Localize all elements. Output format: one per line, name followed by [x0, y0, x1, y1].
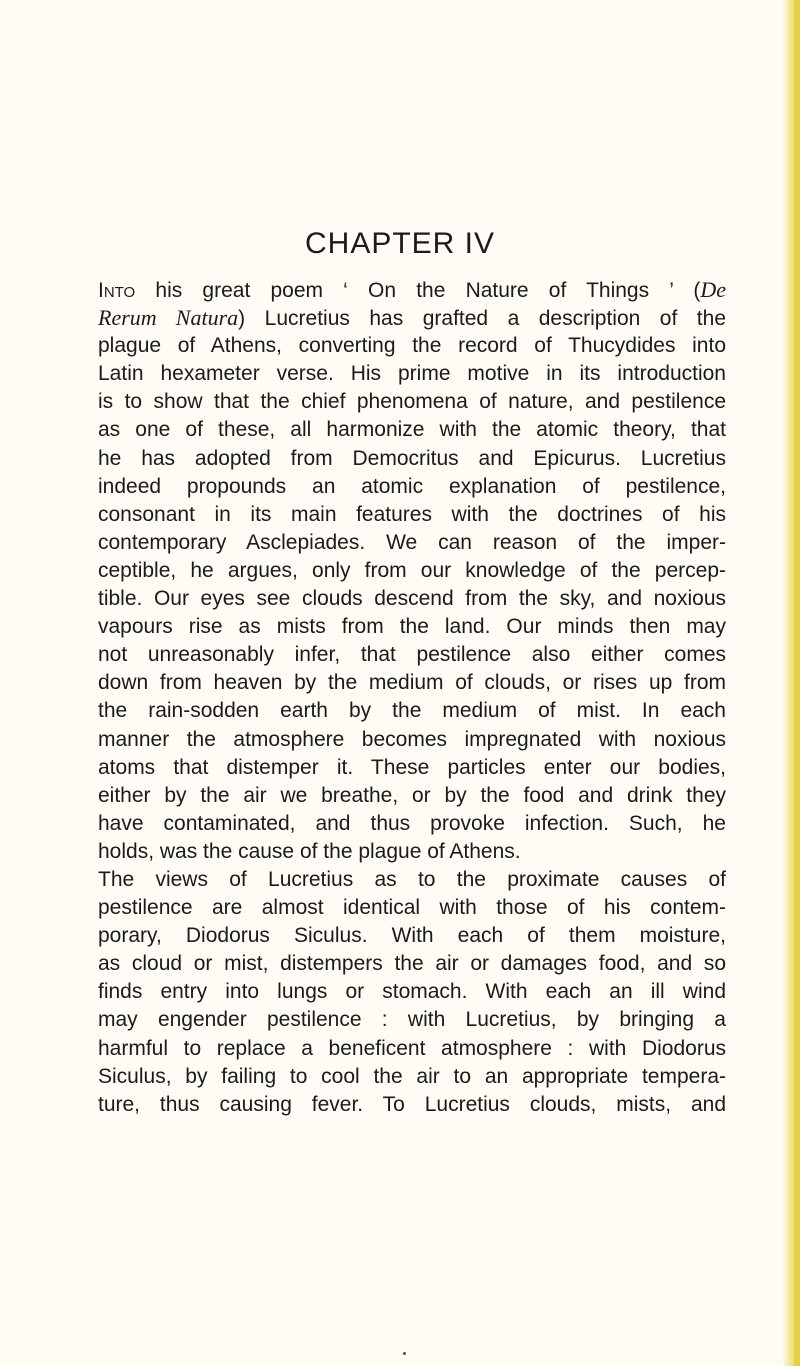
text-line: holds, was the cause of the plague of Athens.	[98, 839, 521, 863]
text-line: he has adopted from Democritus and Epicurus. Lucretius	[98, 446, 726, 470]
text-line: indeed propounds an atomic explanation of pestilence,	[98, 474, 726, 498]
text-line: either by the air we breathe, or by the food and drink they	[98, 783, 726, 807]
text-segment: his great poem ‘ On the Nature of Things ’ (	[135, 279, 701, 302]
text-line: tible. Our eyes see clouds descend from the sky, and noxious	[98, 587, 726, 611]
text-line: ture, thus causing fever. To Lucretius clouds, mists, and	[98, 1092, 726, 1116]
text-line: Siculus, by failing to cool the air to an appropriate tempera-	[98, 1064, 726, 1088]
chapter-title: CHAPTER IV	[304, 227, 496, 260]
text-line: porary, Diodorus Siculus. With each of them moisture,	[98, 924, 726, 948]
text-line: have contaminated, and thus provoke infection. Such, he	[98, 811, 726, 835]
text-line: plague of Athens, converting the record of Thucydides into	[98, 334, 726, 358]
text-line: ceptible, he argues, only from our knowledge of the percep-	[98, 558, 726, 582]
text-line: contemporary Asclepiades. We can reason of the imper-	[98, 530, 726, 554]
text-line: finds entry into lungs or stomach. With each an ill wind	[98, 980, 726, 1004]
text-line: pestilence are almost identical with those of his contem-	[98, 896, 726, 920]
text-line: atoms that distemper it. These particles enter our bodies,	[98, 755, 726, 779]
text-line: is to show that the chief phenomena of nature, and pestilence	[98, 390, 726, 414]
opening-word: Into	[98, 279, 136, 302]
text-line: Latin hexameter verse. His prime motive in its introduction	[98, 362, 726, 386]
italic-title: Rerum Natura	[98, 305, 239, 331]
text-line: not unreasonably infer, that pestilence also either comes	[98, 643, 726, 667]
paragraph-1	[98, 276, 726, 866]
body-text	[98, 276, 726, 1119]
text-line: harmful to replace a beneficent atmosphere : with Diodorus	[98, 1036, 726, 1060]
text-line: down from heaven by the medium of clouds, or rises up from	[98, 671, 726, 695]
text-line: as cloud or mist, distempers the air or damages food, and so	[98, 952, 726, 976]
paragraph-2	[98, 866, 726, 1119]
text-line: vapours rise as mists from the land. Our minds then may	[98, 615, 726, 639]
text-line	[98, 276, 726, 304]
printer-mark	[403, 1352, 406, 1355]
text-line: as one of these, all harmonize with the atomic theory, that	[98, 418, 726, 442]
page-edge-shadow	[794, 0, 800, 1366]
text-segment: ) Lucretius has grafted a description of the	[238, 307, 727, 331]
text-line: manner the atmosphere becomes impregnated with noxious	[98, 727, 726, 751]
text-line: the rain-sodden earth by the medium of mist. In each	[98, 699, 726, 723]
italic-title: De	[700, 277, 726, 302]
text-line: may engender pestilence : with Lucretius, by bringing a	[98, 1008, 726, 1032]
text-line: The views of Lucretius as to the proximate causes of	[98, 867, 726, 891]
text-line	[98, 304, 726, 332]
text-line: consonant in its main features with the doctrines of his	[98, 502, 726, 526]
